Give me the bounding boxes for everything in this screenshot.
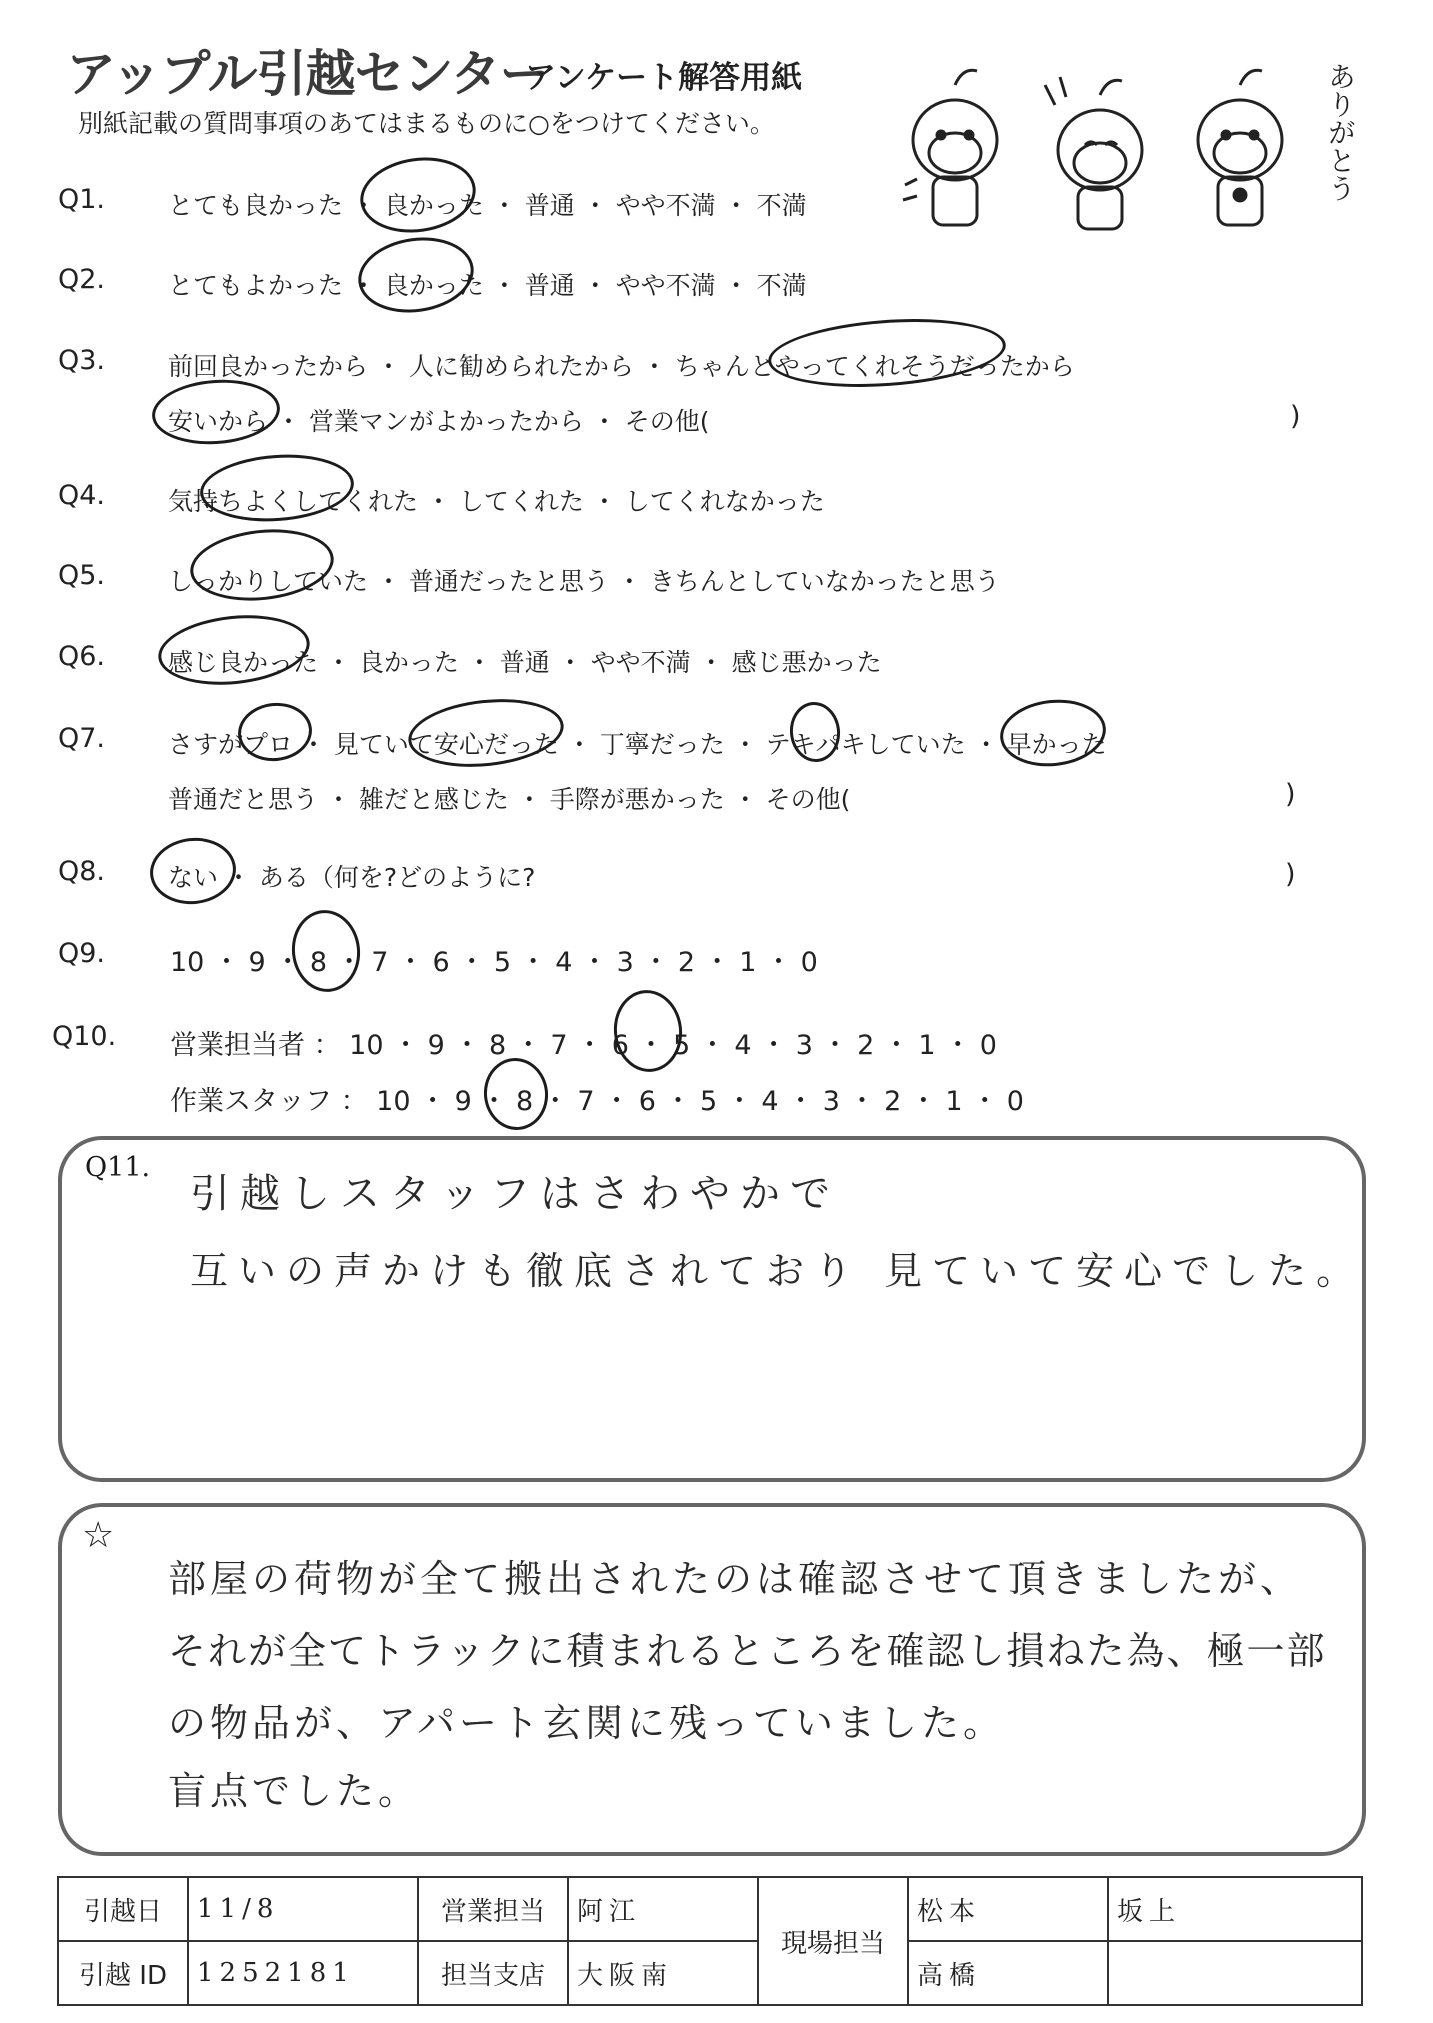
q11-handwritten-line2: 互いの声かけも徹底されており 見ていて安心でした。 (190, 1249, 1365, 1293)
footer-table (57, 1876, 1363, 2006)
site-staff-empty (1108, 1941, 1362, 2005)
q5-label: Q5. (58, 560, 106, 591)
mascot-caption: ありがとう (1324, 62, 1357, 202)
move-date-label: 引越日 (58, 1877, 188, 1941)
site-staff-2: 坂上 (1108, 1877, 1362, 1941)
q4-options: 気持ちよくしてくれた ・ してくれた ・ してくれなかった (168, 487, 825, 516)
q9-options: 10 ・ 9 ・ 8 ・ 7 ・ 6 ・ 5 ・ 4 ・ 3 ・ 2 ・ 1 ・ 0 (170, 947, 818, 978)
form-title: アンケート解答用紙 (525, 60, 803, 96)
star-handwritten-line2: それが全てトラックに積まれるところを確認し損ねた為、極一部 (168, 1629, 1327, 1673)
q4-label: Q4. (58, 480, 106, 511)
q7-options-line2: 普通だと思う ・ 雑だと感じた ・ 手際が悪かった ・ その他( (168, 785, 851, 814)
answer-circle-q8 (147, 834, 239, 909)
q7-close-paren: ) (1285, 779, 1296, 810)
sales-label: 営業担当 (418, 1877, 568, 1941)
q3-label: Q3. (58, 345, 106, 376)
answer-circle-q7b (405, 692, 567, 774)
move-id-value: 1252181 (188, 1941, 418, 2005)
q10-sales-scale: 営業担当者 ： 10 ・ 9 ・ 8 ・ 7 ・ 6 ・ 5 ・ 4 ・ 3 ・ 2 ・ 1 ・ 0 (170, 1030, 997, 1061)
star-icon: ☆ (82, 1515, 115, 1556)
branch-name: 大阪南 (568, 1941, 758, 2005)
sales-name: 阿江 (568, 1877, 758, 1941)
q11-label: Q11. (85, 1152, 151, 1183)
move-id-label: 引越 ID (58, 1941, 188, 2005)
answer-circle-q9 (288, 907, 364, 996)
q10-label: Q10. (52, 1021, 117, 1052)
q6-options: 感じ良かった ・ 良かった ・ 普通 ・ やや不満 ・ 感じ悪かった (168, 648, 882, 677)
monkey-left-icon (903, 70, 997, 225)
q6-label: Q6. (58, 641, 106, 672)
mascot-illustration (895, 55, 1355, 235)
answer-circle-q1 (355, 150, 480, 239)
answer-circle-q2 (353, 230, 478, 319)
answer-circle-q6 (155, 608, 313, 692)
star-handwritten-line3: の物品が、アパート玄関に残っていました。 (168, 1701, 1005, 1745)
star-handwritten-line1: 部屋の荷物が全て搬出されたのは確認させて頂きましたが、 (168, 1557, 1303, 1601)
monkey-middle-icon (1045, 77, 1142, 229)
site-staff-3: 高橋 (908, 1941, 1108, 2005)
q2-options: とてもよかった ・ 良かった ・ 普通 ・ やや不満 ・ 不満 (168, 271, 807, 300)
site-label: 現場担当 (758, 1877, 908, 2005)
q8-label: Q8. (58, 856, 106, 887)
q5-options: しっかりしていた ・ 普通だったと思う ・ きちんとしていなかったと思う (168, 567, 1000, 596)
move-date-value: 11/8 (188, 1877, 418, 1941)
q10-staff-scale: 作業スタッフ ： 10 ・ 9 ・ 8 ・ 7 ・ 6 ・ 5 ・ 4 ・ 3 ・ 2 ・ 1 ・ 0 (170, 1086, 1024, 1117)
q1-label: Q1. (58, 184, 106, 215)
q1-options: とても良かった ・ 良かった ・ 普通 ・ やや不満 ・ 不満 (168, 191, 807, 220)
instructions: 別紙記載の質問事項のあてはまるものに○をつけてください。 (78, 109, 775, 138)
q9-label: Q9. (58, 938, 106, 969)
answer-circle-q10-sales (610, 987, 686, 1076)
q2-label: Q2. (58, 264, 106, 295)
company-title: アップル引越センター (66, 45, 549, 103)
star-handwritten-line4: 盲点でした。 (168, 1769, 421, 1813)
q8-close-paren: ) (1285, 859, 1296, 890)
q3-close-paren: ) (1290, 401, 1301, 432)
answer-circle-q10-staff (480, 1055, 551, 1133)
q3-options-line1: 前回良かったから ・ 人に勧められたから ・ ちゃんとやってくれそうだったから (168, 352, 1075, 381)
q11-handwritten-line1: 引越しスタッフはさわやかで (190, 1171, 840, 1217)
q7-options-line1: さすがプロ ・ 見ていて安心だった ・ 丁寧だった ・ テキパキしていた ・ 早かった (168, 730, 1107, 759)
monkey-right-icon (1198, 70, 1282, 225)
site-staff-1: 松本 (908, 1877, 1108, 1941)
q8-options: ない ・ ある（何を?どのように? (168, 863, 536, 892)
q7-label: Q7. (58, 723, 106, 754)
q3-options-line2: 安いから ・ 営業マンがよかったから ・ その他( (168, 407, 710, 436)
branch-label: 担当支店 (418, 1941, 568, 2005)
